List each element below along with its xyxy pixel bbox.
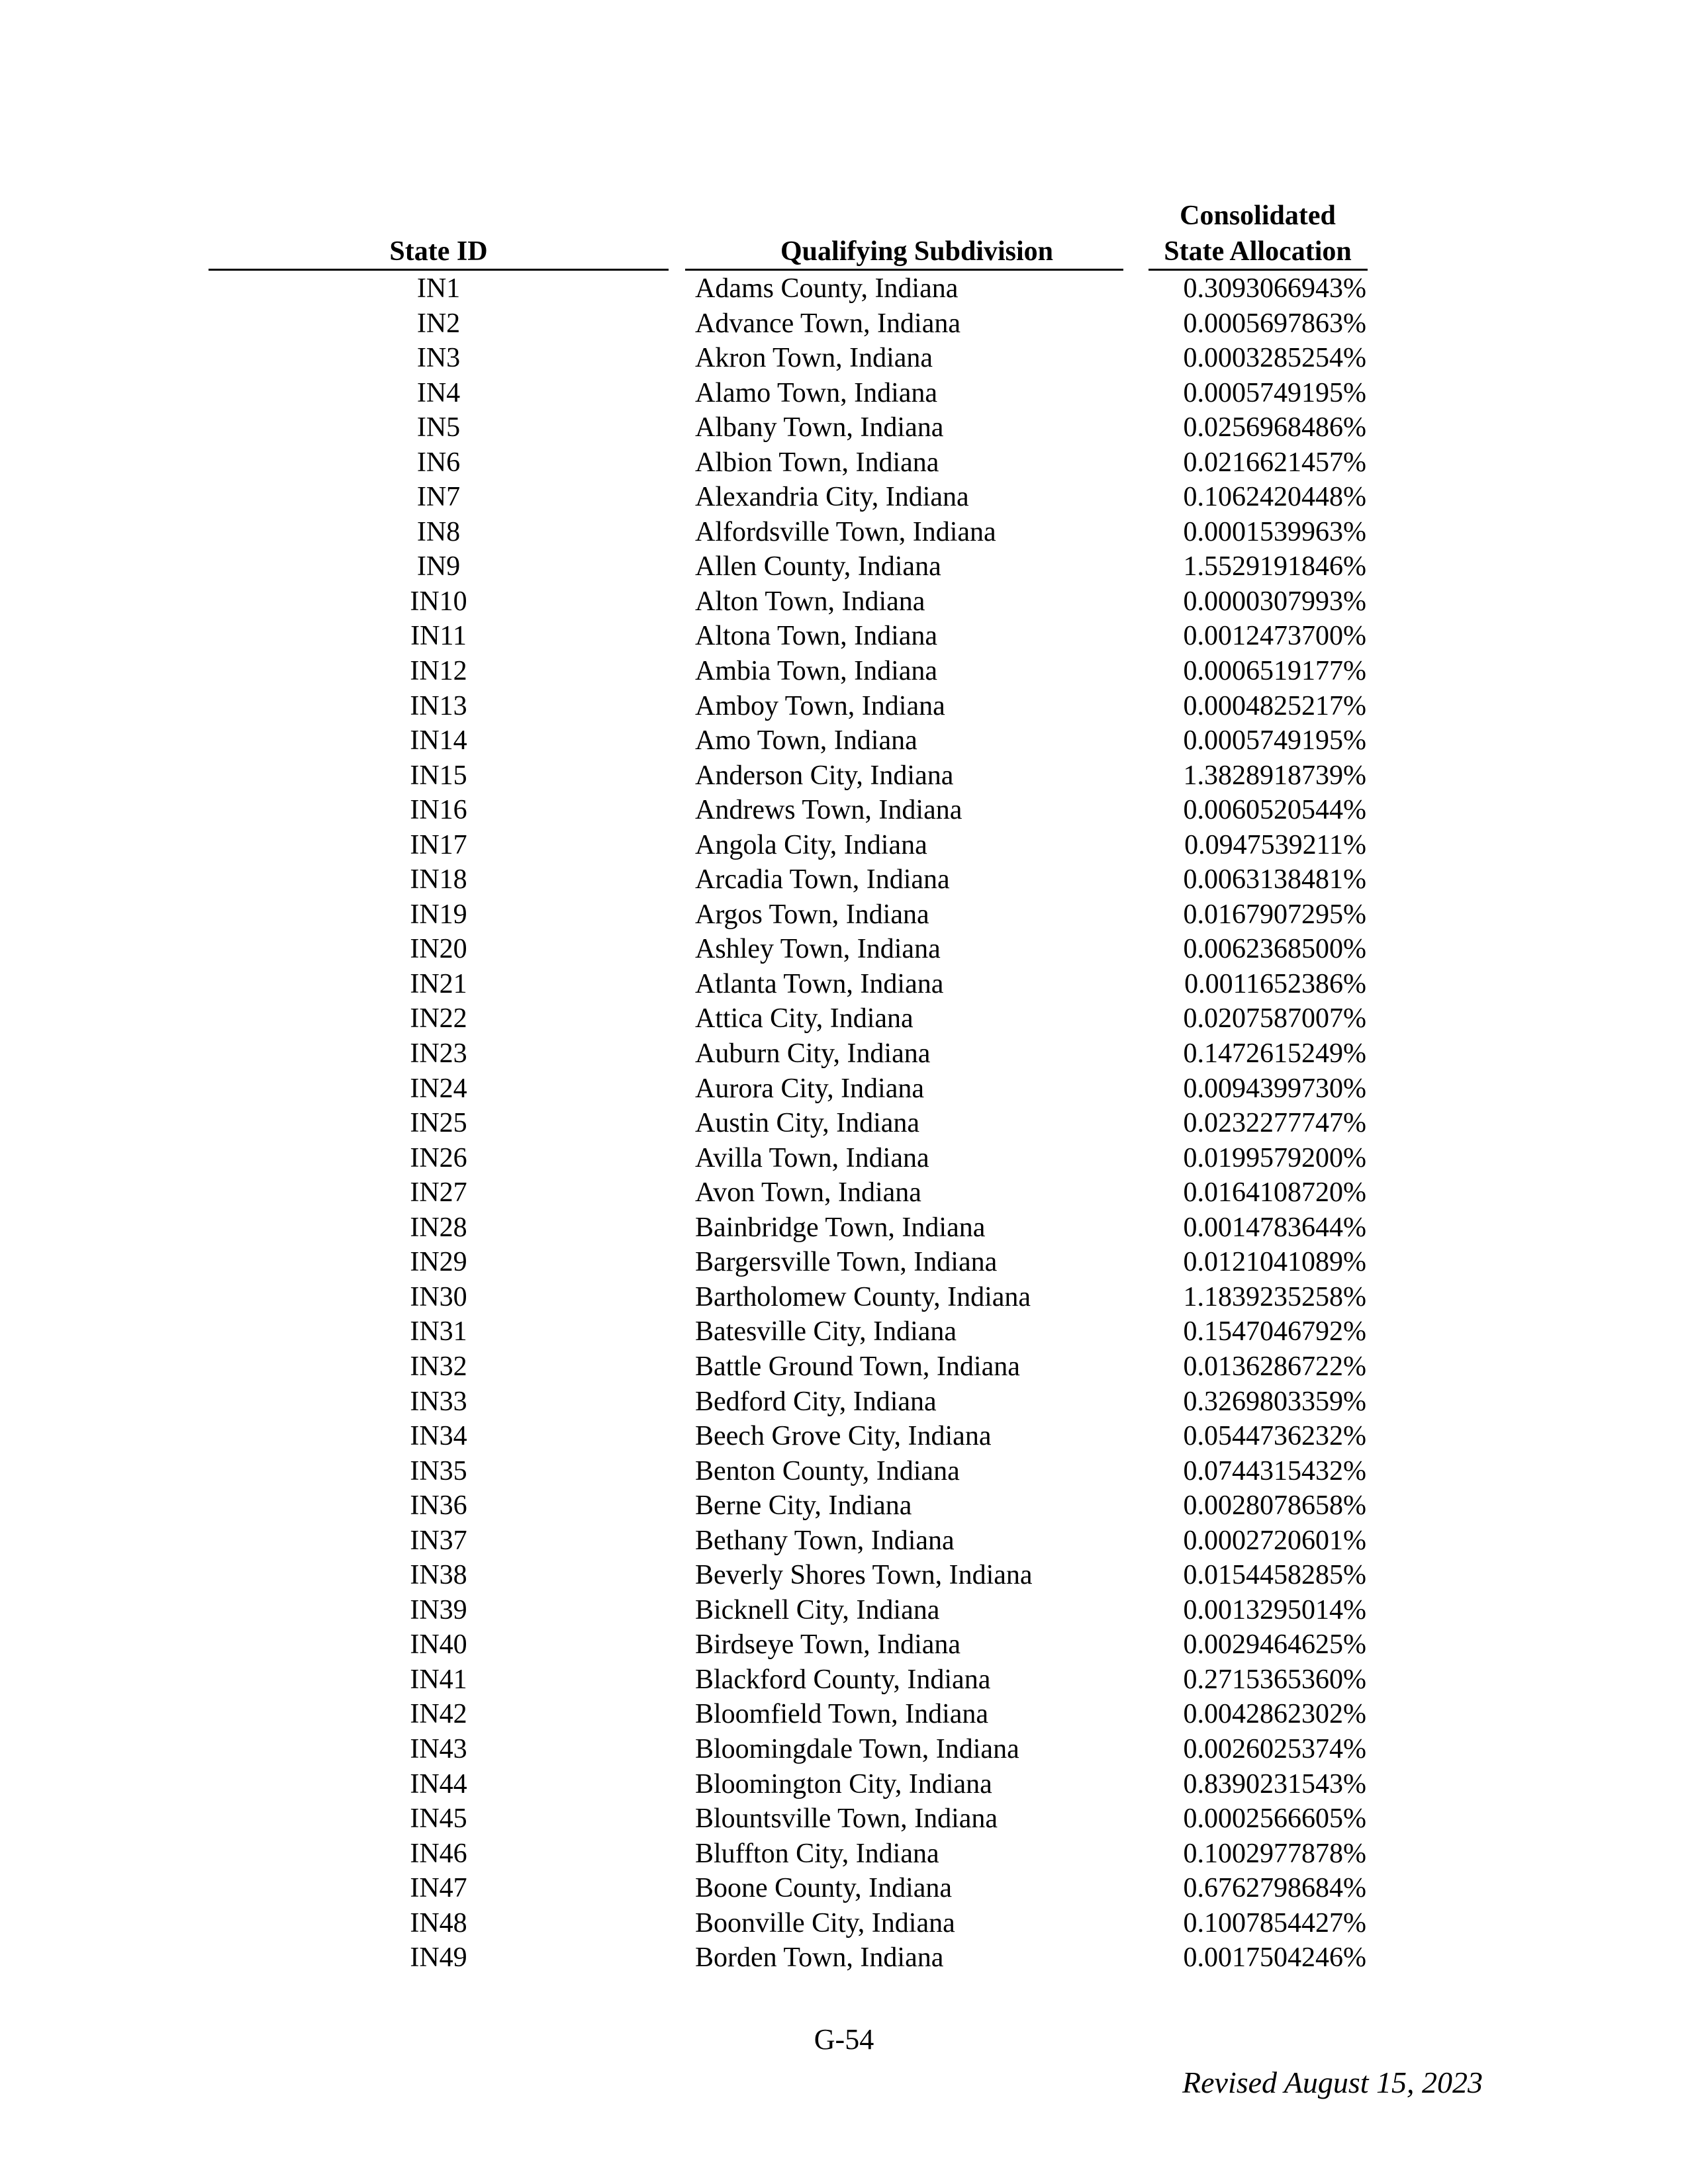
allocation-cell: 0.0063138481%	[1183, 864, 1366, 895]
state-id-cell: IN11	[410, 621, 467, 652]
subdivision-cell: Atlanta Town, Indiana	[695, 968, 944, 999]
allocation-cell: 0.0013295014%	[1183, 1594, 1366, 1625]
state-id-cell: IN47	[410, 1873, 467, 1904]
revision-date: Revised August 15, 2023	[1182, 2066, 1483, 2099]
subdivision-cell: Bartholomew County, Indiana	[695, 1281, 1031, 1312]
allocation-cell: 0.0004825217%	[1183, 690, 1366, 721]
table-row	[0, 689, 1688, 724]
subdivision-cell: Altona Town, Indiana	[695, 621, 938, 652]
subdivision-cell: Amo Town, Indiana	[695, 725, 917, 756]
table-row	[0, 1906, 1688, 1941]
allocation-cell: 0.6762798684%	[1183, 1873, 1366, 1904]
subdivision-cell: Bluffton City, Indiana	[695, 1838, 939, 1869]
header-underline-subdivision	[685, 269, 1123, 271]
state-id-cell: IN9	[416, 551, 461, 582]
state-id-cell: IN21	[410, 968, 467, 999]
allocation-cell: 0.0207587007%	[1183, 1003, 1366, 1034]
subdivision-cell: Borden Town, Indiana	[695, 1942, 944, 1974]
subdivision-cell: Blackford County, Indiana	[695, 1664, 991, 1695]
subdivision-cell: Blountsville Town, Indiana	[695, 1803, 998, 1835]
header-underline-state-id	[209, 269, 669, 271]
table-row	[0, 862, 1688, 897]
state-id-cell: IN13	[410, 690, 467, 721]
table-row	[0, 654, 1688, 689]
state-id-cell: IN44	[410, 1768, 467, 1799]
subdivision-cell: Benton County, Indiana	[695, 1455, 960, 1486]
header-state-id: State ID	[389, 236, 488, 267]
table-body	[0, 271, 1688, 1976]
table-row	[0, 549, 1688, 584]
state-id-cell: IN46	[410, 1838, 467, 1869]
subdivision-cell: Birdseye Town, Indiana	[695, 1629, 961, 1661]
state-id-cell: IN45	[410, 1803, 467, 1835]
table-row	[0, 1524, 1688, 1559]
state-id-cell: IN10	[410, 586, 467, 617]
subdivision-cell: Beverly Shores Town, Indiana	[695, 1560, 1033, 1591]
subdivision-cell: Bethany Town, Indiana	[695, 1525, 955, 1556]
state-id-cell: IN1	[416, 273, 461, 304]
allocation-cell: 0.1062420448%	[1183, 482, 1366, 513]
state-id-cell: IN3	[416, 343, 461, 374]
subdivision-cell: Alton Town, Indiana	[695, 586, 925, 617]
table-row	[0, 1940, 1688, 1976]
subdivision-cell: Allen County, Indiana	[695, 551, 941, 582]
table-row	[0, 619, 1688, 654]
table-row	[0, 1732, 1688, 1767]
state-id-cell: IN34	[410, 1421, 467, 1452]
allocation-cell: 0.0167907295%	[1183, 899, 1366, 930]
subdivision-cell: Attica City, Indiana	[695, 1003, 914, 1034]
allocation-cell: 0.0154458285%	[1183, 1560, 1366, 1591]
state-id-cell: IN29	[410, 1247, 467, 1278]
state-id-cell: IN15	[410, 760, 467, 791]
table-row	[0, 1454, 1688, 1489]
allocation-cell: 0.0001539963%	[1183, 516, 1366, 547]
state-id-cell: IN2	[416, 308, 461, 339]
subdivision-cell: Albany Town, Indiana	[695, 412, 944, 443]
header-allocation-line1: Consolidated	[1180, 201, 1336, 231]
subdivision-cell: Angola City, Indiana	[695, 829, 927, 860]
subdivision-cell: Amboy Town, Indiana	[695, 690, 945, 721]
table-row	[0, 306, 1688, 341]
allocation-cell: 0.0028078658%	[1183, 1490, 1366, 1522]
subdivision-cell: Ashley Town, Indiana	[695, 934, 941, 965]
table-row	[0, 1593, 1688, 1628]
subdivision-cell: Beech Grove City, Indiana	[695, 1421, 992, 1452]
subdivision-cell: Battle Ground Town, Indiana	[695, 1351, 1020, 1382]
subdivision-cell: Advance Town, Indiana	[695, 308, 961, 339]
subdivision-cell: Adams County, Indiana	[695, 273, 959, 304]
table-row	[0, 480, 1688, 515]
subdivision-cell: Boone County, Indiana	[695, 1873, 953, 1904]
table-row	[0, 758, 1688, 794]
subdivision-cell: Bloomfield Town, Indiana	[695, 1699, 989, 1730]
table-row	[0, 1141, 1688, 1176]
state-id-cell: IN36	[410, 1490, 467, 1522]
allocation-cell: 0.0005697863%	[1183, 308, 1366, 339]
header-allocation-line2: State Allocation	[1164, 236, 1352, 267]
table-row	[0, 828, 1688, 863]
table-row	[0, 341, 1688, 376]
table-row	[0, 1071, 1688, 1107]
allocation-cell: 0.0012473700%	[1183, 621, 1366, 652]
table-row	[0, 1001, 1688, 1036]
state-id-cell: IN16	[410, 795, 467, 826]
state-id-cell: IN4	[416, 377, 461, 408]
allocation-cell: 0.0003285254%	[1183, 343, 1366, 374]
subdivision-cell: Boonville City, Indiana	[695, 1907, 955, 1938]
state-id-cell: IN41	[410, 1664, 467, 1695]
table-row	[0, 376, 1688, 411]
allocation-cell: 0.2715365360%	[1183, 1664, 1366, 1695]
state-id-cell: IN39	[410, 1594, 467, 1625]
table-row	[0, 1385, 1688, 1420]
subdivision-cell: Bloomington City, Indiana	[695, 1768, 992, 1799]
table-row	[0, 1419, 1688, 1454]
subdivision-cell: Berne City, Indiana	[695, 1490, 912, 1522]
state-id-cell: IN20	[410, 934, 467, 965]
subdivision-cell: Batesville City, Indiana	[695, 1316, 957, 1347]
allocation-cell: 0.0232277747%	[1183, 1108, 1366, 1139]
table-row	[0, 1175, 1688, 1210]
allocation-cell: 0.0136286722%	[1183, 1351, 1366, 1382]
allocation-cell: 0.0005749195%	[1183, 725, 1366, 756]
allocation-cell: 0.0256968486%	[1183, 412, 1366, 443]
allocation-cell: 0.1007854427%	[1183, 1907, 1366, 1938]
table-row	[0, 723, 1688, 758]
table-row	[0, 445, 1688, 480]
table-row	[0, 1837, 1688, 1872]
state-id-cell: IN33	[410, 1386, 467, 1417]
subdivision-cell: Avon Town, Indiana	[695, 1177, 921, 1208]
table-row	[0, 410, 1688, 445]
table-row	[0, 515, 1688, 550]
subdivision-cell: Bargersville Town, Indiana	[695, 1247, 998, 1278]
state-id-cell: IN5	[416, 412, 461, 443]
state-id-cell: IN12	[410, 656, 467, 687]
subdivision-cell: Alfordsville Town, Indiana	[695, 516, 996, 547]
allocation-cell: 0.0947539211%	[1184, 829, 1366, 860]
allocation-cell: 0.0026025374%	[1183, 1733, 1366, 1764]
state-id-cell: IN49	[410, 1942, 467, 1974]
state-id-cell: IN7	[416, 482, 461, 513]
state-id-cell: IN17	[410, 829, 467, 860]
allocation-cell: 0.3269803359%	[1183, 1386, 1366, 1417]
allocation-cell: 0.0000307993%	[1183, 586, 1366, 617]
table-row	[0, 271, 1688, 306]
allocation-cell: 0.0005749195%	[1183, 377, 1366, 408]
state-id-cell: IN32	[410, 1351, 467, 1382]
allocation-cell: 0.0744315432%	[1183, 1455, 1366, 1486]
state-id-cell: IN14	[410, 725, 467, 756]
allocation-cell: 0.0002720601%	[1183, 1525, 1366, 1556]
subdivision-cell: Austin City, Indiana	[695, 1108, 920, 1139]
page-number: G-54	[814, 2023, 874, 2056]
subdivision-cell: Aurora City, Indiana	[695, 1073, 925, 1104]
subdivision-cell: Anderson City, Indiana	[695, 760, 954, 791]
state-id-cell: IN48	[410, 1907, 467, 1938]
state-id-cell: IN6	[416, 447, 461, 478]
state-id-cell: IN37	[410, 1525, 467, 1556]
allocation-cell: 0.0121041089%	[1183, 1247, 1366, 1278]
allocation-cell: 0.0164108720%	[1183, 1177, 1366, 1208]
allocation-cell: 0.1472615249%	[1183, 1038, 1366, 1069]
subdivision-cell: Argos Town, Indiana	[695, 899, 929, 930]
table-row	[0, 1349, 1688, 1385]
subdivision-cell: Auburn City, Indiana	[695, 1038, 931, 1069]
state-id-cell: IN27	[410, 1177, 467, 1208]
allocation-cell: 1.3828918739%	[1183, 760, 1366, 791]
state-id-cell: IN25	[410, 1108, 467, 1139]
header-qualifying-subdivision: Qualifying Subdivision	[780, 236, 1054, 267]
state-id-cell: IN40	[410, 1629, 467, 1661]
allocation-cell: 0.0014783644%	[1183, 1212, 1366, 1243]
state-id-cell: IN42	[410, 1699, 467, 1730]
state-id-cell: IN26	[410, 1142, 467, 1173]
state-id-cell: IN28	[410, 1212, 467, 1243]
state-id-cell: IN38	[410, 1560, 467, 1591]
table-row	[0, 1558, 1688, 1593]
table-row	[0, 1801, 1688, 1837]
subdivision-cell: Andrews Town, Indiana	[695, 795, 962, 826]
table-row	[0, 897, 1688, 933]
allocation-cell: 0.1547046792%	[1183, 1316, 1366, 1347]
state-id-cell: IN43	[410, 1733, 467, 1764]
state-id-cell: IN22	[410, 1003, 467, 1034]
subdivision-cell: Avilla Town, Indiana	[695, 1142, 929, 1173]
subdivision-cell: Ambia Town, Indiana	[695, 656, 938, 687]
table-row	[0, 1280, 1688, 1315]
subdivision-cell: Bloomingdale Town, Indiana	[695, 1733, 1019, 1764]
table-row	[0, 1767, 1688, 1802]
header-underline-allocation	[1149, 269, 1368, 271]
state-id-cell: IN19	[410, 899, 467, 930]
table-row	[0, 1627, 1688, 1662]
subdivision-cell: Bedford City, Indiana	[695, 1386, 937, 1417]
allocation-cell: 0.0042862302%	[1183, 1699, 1366, 1730]
state-id-cell: IN30	[410, 1281, 467, 1312]
table-row	[0, 1871, 1688, 1906]
allocation-cell: 0.0216621457%	[1183, 447, 1366, 478]
state-id-cell: IN18	[410, 864, 467, 895]
allocation-cell: 0.0062368500%	[1183, 934, 1366, 965]
allocation-cell: 0.0011652386%	[1184, 968, 1366, 999]
allocation-cell: 0.1002977878%	[1183, 1838, 1366, 1869]
table-row	[0, 932, 1688, 967]
subdivision-cell: Akron Town, Indiana	[695, 343, 933, 374]
table-row	[0, 1697, 1688, 1732]
table-row	[0, 1314, 1688, 1349]
allocation-cell: 0.0199579200%	[1183, 1142, 1366, 1173]
allocation-cell: 0.0060520544%	[1183, 795, 1366, 826]
table-row	[0, 1245, 1688, 1280]
subdivision-cell: Alexandria City, Indiana	[695, 482, 969, 513]
state-id-cell: IN35	[410, 1455, 467, 1486]
subdivision-cell: Albion Town, Indiana	[695, 447, 939, 478]
state-id-cell: IN31	[410, 1316, 467, 1347]
table-row	[0, 1210, 1688, 1246]
state-id-cell: IN24	[410, 1073, 467, 1104]
table-row	[0, 584, 1688, 619]
allocation-cell: 0.0544736232%	[1183, 1421, 1366, 1452]
table-row	[0, 1036, 1688, 1071]
allocation-cell: 0.0006519177%	[1183, 656, 1366, 687]
subdivision-cell: Bainbridge Town, Indiana	[695, 1212, 986, 1243]
allocation-cell: 0.8390231543%	[1183, 1768, 1366, 1799]
subdivision-cell: Arcadia Town, Indiana	[695, 864, 950, 895]
subdivision-cell: Bicknell City, Indiana	[695, 1594, 940, 1625]
state-id-cell: IN8	[416, 516, 461, 547]
table-row	[0, 793, 1688, 828]
allocation-cell: 0.0094399730%	[1183, 1073, 1366, 1104]
allocation-cell: 1.1839235258%	[1183, 1281, 1366, 1312]
table-row	[0, 967, 1688, 1002]
state-id-cell: IN23	[410, 1038, 467, 1069]
allocation-cell: 0.3093066943%	[1183, 273, 1366, 304]
allocation-cell: 0.0029464625%	[1183, 1629, 1366, 1661]
allocation-cell: 1.5529191846%	[1183, 551, 1366, 582]
subdivision-cell: Alamo Town, Indiana	[695, 377, 938, 408]
table-row	[0, 1106, 1688, 1141]
allocation-cell: 0.0017504246%	[1183, 1942, 1366, 1974]
table-row	[0, 1662, 1688, 1698]
table-row	[0, 1488, 1688, 1524]
allocation-cell: 0.0002566605%	[1183, 1803, 1366, 1835]
